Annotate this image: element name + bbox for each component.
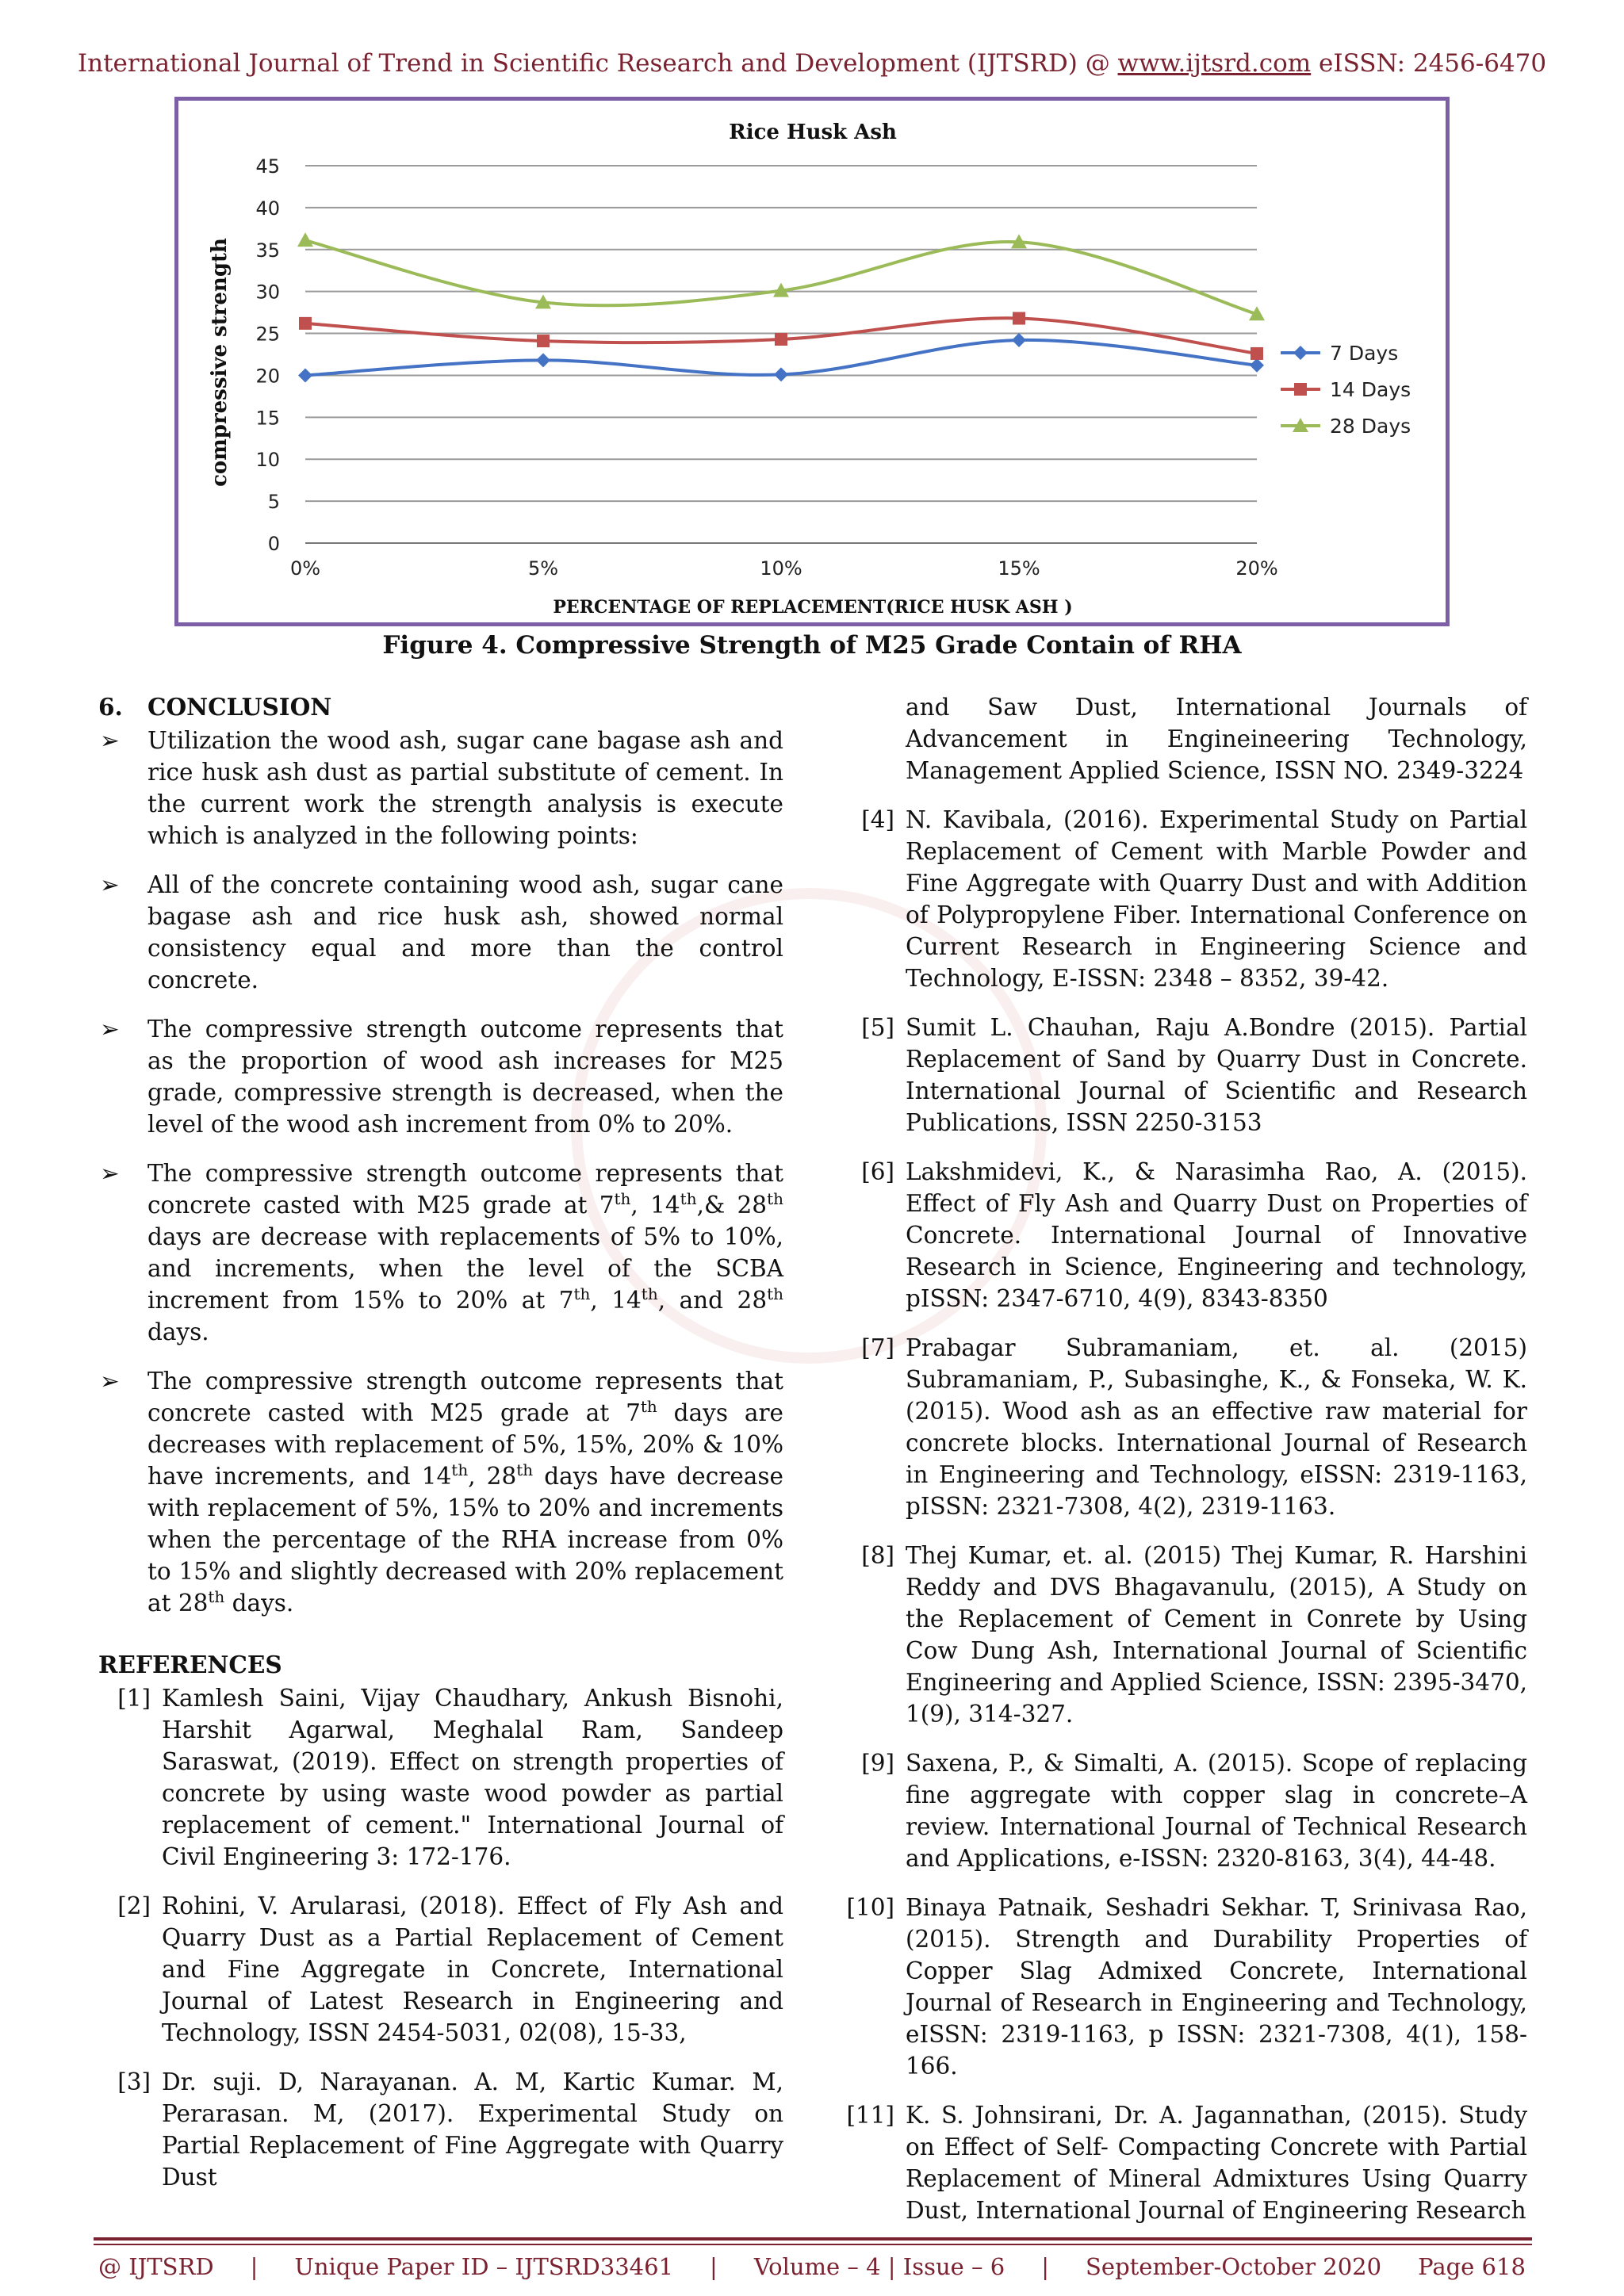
section-title: CONCLUSION <box>147 693 332 721</box>
figure-4-chart <box>174 97 1450 626</box>
data-point <box>298 368 312 382</box>
reference-text: Thej Kumar, et. al. (2015) Thej Kumar, R. Harshini Reddy and DVS Bhagavanulu, (2015), A Study on the Replacement of Cement in Conrete by Using Cow Dung Ash, International Journal of Scientific Engineering and Applied Science, ISSN: 2395-3470, 1(9), 314-327. <box>906 1542 1527 1728</box>
footer-rule <box>94 2237 1532 2241</box>
data-point <box>1012 333 1026 347</box>
data-point <box>775 333 787 346</box>
footer-separator: | <box>710 2253 718 2280</box>
section-number: 6. <box>98 693 123 721</box>
legend-label: 14 Days <box>1330 378 1411 401</box>
chart-title: Rice Husk Ash <box>729 121 897 144</box>
reference-text: Binaya Patnaik, Seshadri Sekhar. T, Srinivasa Rao, (2015). Strength and Durability Properties of Copper Slag Admixed Concrete, International Journal of Research in Engineering and Technology, eISSN: 2319-1163, p ISSN: 2321-7308, 4(1), 158-166. <box>906 1894 1527 2080</box>
data-point <box>297 232 313 247</box>
y-tick-label: 45 <box>255 155 280 178</box>
page-footer <box>98 2253 1526 2280</box>
conclusion-point-text: The compressive strength outcome represents that concrete casted with M25 grade at 7th, 14th,& 28th days are decrease with replacements of 5% to 10%, and increments, when the level of the SCBA increment from 15% to 20% at 7th, 14th, and 28th days. <box>147 1160 784 1345</box>
reference-number: [11] <box>846 2102 894 2129</box>
conclusion-point <box>98 869 783 996</box>
reference-number: [3] <box>117 2068 151 2095</box>
reference-item <box>829 2099 1527 2226</box>
x-tick-label: 20% <box>1235 557 1278 580</box>
conclusion-heading <box>98 691 783 723</box>
references-heading: REFERENCES <box>98 1651 282 1678</box>
reference-number: [6] <box>861 1158 894 1185</box>
journal-website-link[interactable]: www.ijtsrd.com <box>1117 49 1312 78</box>
reference-number: [4] <box>861 806 894 833</box>
reference-text: Kamlesh Saini, Vijay Chaudhary, Ankush Bisnohi, Harshit Agarwal, Meghalal Ram, Sandeep Saraswat, (2019). Effect on strength properties of concrete by using waste wood powder as partial replacement of cement." International Journal of Civil Engineering 3: 172-176. <box>162 1685 783 1870</box>
y-tick-label: 25 <box>255 323 280 346</box>
reference-text: Prabagar Subramaniam, et. al. (2015) Subramaniam, P., Subasinghe, K., & Fonseka, W. K. (2015). Wood ash as an effective raw material for concrete blocks. International Journal of Research in Engineering and Technology, eISSN: 2319-1163, pISSN: 2321-7308, 4(2), 2319-1163. <box>906 1334 1527 1520</box>
arrow-bullet-icon: ➢ <box>100 1016 120 1043</box>
reference-item <box>829 1156 1527 1314</box>
legend-marker <box>1294 383 1307 396</box>
reference-number: [2] <box>117 1892 151 1919</box>
header-text-after: eISSN: 2456-6470 <box>1311 49 1547 78</box>
reference-item <box>829 1892 1527 2082</box>
series-line-28-days <box>305 240 1257 314</box>
conclusion-point-text: Utilization the wood ash, sugar cane bagase ash and rice husk ash dust as partial substitute of cement. In the current work the strength analysis is execute which is analyzed in the following points: <box>147 727 783 849</box>
y-tick-label: 20 <box>255 365 280 388</box>
y-tick-label: 0 <box>267 533 280 555</box>
y-tick-label: 30 <box>255 281 280 304</box>
arrow-bullet-icon: ➢ <box>100 871 120 898</box>
reference-item <box>829 1747 1527 1874</box>
conclusion-point-text: The compressive strength outcome represents that as the proportion of wood ash increases for M25 grade, compressive strength is decreased, when the level of the wood ash increment from 0% to 20%. <box>147 1016 783 1138</box>
reference-number: [10] <box>846 1894 894 1921</box>
reference-number: [9] <box>861 1750 894 1777</box>
reference-number: [1] <box>117 1685 151 1712</box>
conclusion-point <box>98 1013 783 1140</box>
reference-text: Rohini, V. Arularasi, (2018). Effect of Fly Ash and Quarry Dust as a Partial Replacement of Cement and Fine Aggregate in Concrete, International Journal of Latest Research in Engineering and Technology, ISSN 2454-5031, 02(08), 15-33, <box>162 1892 783 2046</box>
data-point <box>536 353 550 367</box>
reference-item <box>829 1012 1527 1138</box>
reference-item <box>829 1540 1527 1730</box>
conclusion-point-text: All of the concrete containing wood ash, sugar cane bagase ash and rice husk ash, showed normal consistency equal and more than the control concrete. <box>147 871 783 993</box>
legend-marker <box>1293 346 1308 360</box>
data-point <box>1251 347 1263 360</box>
reference-number: [5] <box>861 1014 894 1041</box>
conclusion-point <box>98 1365 783 1619</box>
reference-item <box>98 1682 783 1873</box>
y-tick-label: 35 <box>255 239 280 262</box>
x-tick-label: 15% <box>998 557 1040 580</box>
x-tick-label: 0% <box>289 557 321 580</box>
data-point <box>1250 358 1264 373</box>
y-tick-label: 15 <box>255 407 280 430</box>
header-text-before: International Journal of Trend in Scientific Research and Development (IJTSRD) @ <box>77 49 1118 78</box>
footer-journal: @ IJTSRD <box>98 2253 214 2280</box>
reference-continuation: and Saw Dust, International Journals of Advancement in Engineineering Technology, Management Applied Science, ISSN NO. 2349-3224 <box>906 694 1527 784</box>
y-tick-label: 5 <box>267 491 280 514</box>
conclusion-point <box>98 725 783 851</box>
legend-label: 7 Days <box>1330 342 1399 365</box>
left-column <box>98 691 783 2210</box>
figure-caption: Figure 4. Compressive Strength of M25 Grade Contain of RHA <box>382 631 1242 660</box>
reference-item <box>98 1890 783 2049</box>
footer-volume: Volume – 4 | Issue – 6 <box>753 2253 1005 2280</box>
reference-text: N. Kavibala, (2016). Experimental Study on Partial Replacement of Cement with Marble Powder and Fine Aggregate with Quarry Dust and with Addition of Polypropylene Fiber. International Conference on Current Research in Engineering Science and Technology, E-ISSN: 2348 – 8352, 39-42. <box>906 806 1527 992</box>
x-axis-label: PERCENTAGE OF REPLACEMENT(RICE HUSK ASH ) <box>553 597 1073 618</box>
rice-husk-ash-line-chart <box>178 101 1446 622</box>
footer-paper-id: Unique Paper ID – IJTSRD33461 <box>294 2253 674 2280</box>
reference-text: K. S. Johnsirani, Dr. A. Jagannathan, (2015). Study on Effect of Self- Compacting Concrete with Partial Replacement of Mineral Admixtures Using Quarry Dust, International Journal of Engineering Research <box>906 2102 1527 2224</box>
data-point <box>1013 312 1025 325</box>
reference-text: Sumit L. Chauhan, Raju A.Bondre (2015). Partial Replacement of Sand by Quarry Dust in Concrete. International Journal of Scientific and Research Publications, ISSN 2250-3153 <box>906 1014 1527 1136</box>
conclusion-point <box>98 1158 783 1348</box>
y-tick-label: 10 <box>255 449 280 472</box>
x-tick-label: 10% <box>760 557 802 580</box>
reference-number: [7] <box>861 1334 894 1361</box>
journal-header <box>0 49 1624 78</box>
legend-label: 28 Days <box>1330 415 1411 438</box>
footer-separator: | <box>1041 2253 1050 2280</box>
arrow-bullet-icon: ➢ <box>100 727 120 754</box>
footer-rule-thin <box>94 2244 1532 2245</box>
reference-number: [8] <box>861 1542 894 1569</box>
data-point <box>774 367 788 381</box>
conclusion-point-text: The compressive strength outcome represents that concrete casted with M25 grade at 7th days are decreases with replacement of 5%, 15%, 20% & 10% have increments, and 14th, 28th days have decrease with replacement of 5%, 15% to 20% and increments when the percentage of the RHA increase from 0% to 15% and slightly decreased with 20% replacement at 28th days. <box>147 1368 783 1617</box>
footer-separator: | <box>250 2253 259 2280</box>
right-column <box>829 691 1527 2244</box>
footer-page: Page 618 <box>1418 2253 1526 2280</box>
reference-item <box>98 2066 783 2193</box>
reference-text: Saxena, P., & Simalti, A. (2015). Scope of replacing fine aggregate with copper slag in concrete–A review. International Journal of Technical Research and Applications, e-ISSN: 2320-8163, 3(4), 44-48. <box>906 1750 1527 1872</box>
reference-item <box>829 1332 1527 1522</box>
reference-text: Lakshmidevi, K., & Narasimha Rao, A. (2015). Effect of Fly Ash and Quarry Dust on Properties of Concrete. International Journal of Innovative Research in Science, Engineering and technology, pISSN: 2347-6710, 4(9), 8343-8350 <box>906 1158 1527 1312</box>
reference-item <box>829 804 1527 994</box>
x-tick-label: 5% <box>527 557 559 580</box>
data-point <box>537 335 550 347</box>
arrow-bullet-icon: ➢ <box>100 1160 120 1187</box>
reference-text: Dr. suji. D, Narayanan. A. M, Kartic Kumar. M, Perarasan. M, (2017). Experimental Study on Partial Replacement of Fine Aggregate with Quarry Dust <box>162 2068 783 2191</box>
y-tick-label: 40 <box>255 197 280 220</box>
y-axis-label: compressive strength <box>208 238 232 487</box>
data-point <box>299 317 312 330</box>
footer-date: September-October 2020 <box>1086 2253 1382 2280</box>
arrow-bullet-icon: ➢ <box>100 1368 120 1395</box>
